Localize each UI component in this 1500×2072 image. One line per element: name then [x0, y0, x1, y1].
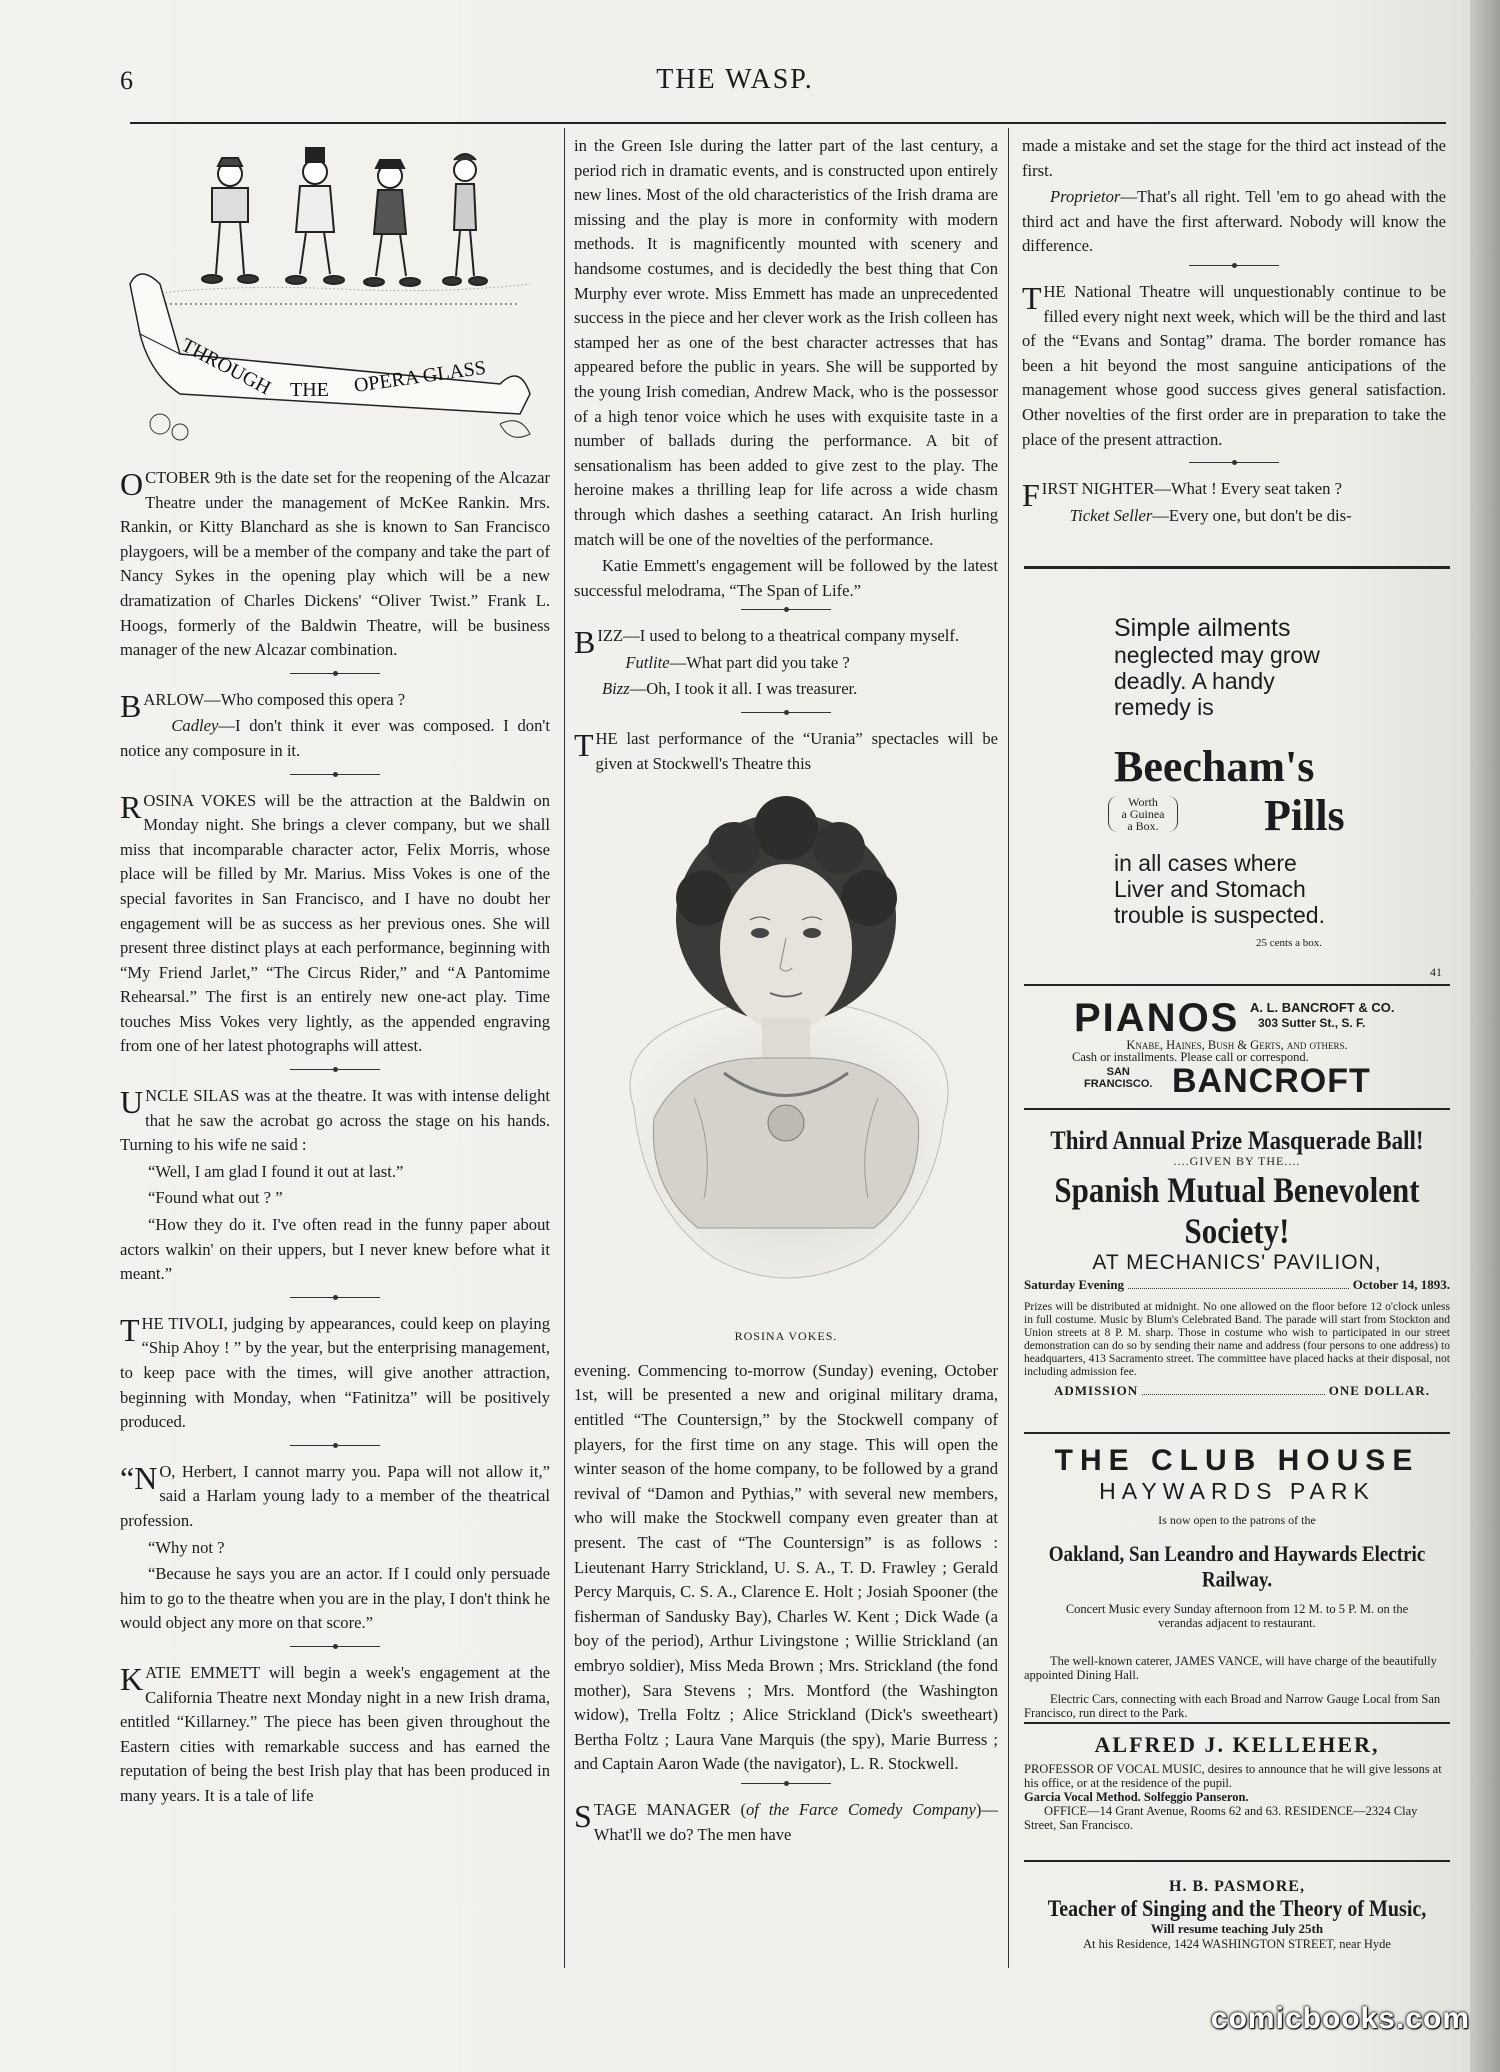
page-edge-shadow [1470, 0, 1500, 2072]
beecham-price: 25 cents a box. [1256, 937, 1322, 949]
pasmore-residence: At his Residence, 1424 WASHINGTON STREET, near Hyde [1083, 1937, 1391, 1951]
kelleher-office: OFFICE—14 Grant Avenue, Rooms 62 and 63. RESIDENCE—2324 Clay Street, San Francisco. [1024, 1804, 1418, 1832]
drop-cap: “N [120, 1459, 158, 1496]
banner-word: THE [290, 379, 329, 401]
masquerade-date [1024, 1277, 1450, 1293]
drop-cap: S [574, 1797, 592, 1834]
comic-figure [286, 148, 344, 284]
beecham-line: remedy is [1114, 694, 1214, 720]
section-separator [741, 712, 831, 713]
drop-cap: T [1022, 279, 1042, 316]
clubhouse-place: HAYWARDS PARK [1099, 1478, 1375, 1504]
portrait-caption: ROSINA VOKES. [734, 1329, 838, 1344]
section-separator [1189, 265, 1279, 266]
city-line: FRANCISCO. [1084, 1078, 1153, 1090]
drop-cap: U [120, 1084, 144, 1121]
section-separator [1189, 462, 1279, 463]
stage-manager-paragraph [574, 1798, 998, 1847]
alcazar-paragraph [120, 466, 550, 663]
drop-cap: F [1022, 477, 1040, 514]
banner-word: OPERA GLASS [352, 356, 488, 397]
pasmore-name: H. B. PASMORE, [1169, 1878, 1305, 1895]
beecham-pills: Pills [1264, 791, 1345, 840]
clubhouse-open: Is now open to the patrons of the [1158, 1513, 1316, 1527]
clubhouse-cars: Electric Cars, connecting with each Broad and Narrow Gauge Local from San Francisco, run direct to the Park. [1024, 1692, 1441, 1720]
beecham-line: Simple ailments [1114, 614, 1291, 642]
section-separator [741, 609, 831, 610]
banner-word: THROUGH [177, 333, 275, 400]
beecham-line: in all cases where [1114, 850, 1297, 876]
section-separator [290, 1069, 380, 1070]
header-rule [130, 122, 1446, 124]
stage-rest: )—What'll we do? The men have [593, 1799, 998, 1844]
worth-a-guinea [1108, 796, 1178, 832]
national-text: HE National Theatre will unquestionably continue to be filled every night next week, which will be the third and last of the “Evans and Sontag” drama. The border romance has been a hit beyond the most sanguine anticipations of the management whose good success gives general satisfaction. Other novelties of the first order are in preparation to take the place of the present attraction. [1022, 281, 1446, 449]
column-2 [574, 134, 998, 1857]
speaker-name: Ticket Seller [1069, 505, 1153, 525]
herbert-paragraph [120, 1460, 550, 1636]
date-label: Saturday Evening [1024, 1277, 1125, 1292]
kelleher-name: ALFRED J. KELLEHER, [1094, 1732, 1380, 1757]
vokes-text: OSINA VOKES will be the attraction at the Baldwin on Monday night. She brings a clever company, but we shall miss that incomparable character actor, Felix Morris, whose place will be filled by Mr. Marius. Miss Vokes is one of the special favorites in San Francisco, and I have no doubt her engagement will be as success as her previous ones. She will present three distinct plays at each performance, beginning with “My Friend Jarlet,” “The Circus Rider,” and “A Pantomime Rehearsal.” The first is an entirely new one-act play. Time touches Miss Vokes very lightly, as the appended engraving from one of her latest photographs will attest. [120, 790, 550, 1056]
bizz-reply: —What part did you take ? [669, 652, 850, 672]
beecham-ad [1024, 569, 1450, 979]
barlow-paragraph [120, 688, 550, 764]
stage-continued: made a mistake and set the stage for the third act instead of the first. [1022, 136, 1446, 180]
barlow-reply: —I don't think it ever was composed. I don't notice any composure in it. [120, 716, 550, 760]
stage-company: of the Farce Comedy Company [745, 1799, 976, 1819]
pasmore-ad [1024, 1860, 1450, 1951]
herbert-text: O, Herbert, I cannot marry you. Papa will not allow it,” said a Harlam young lady to a member of the theatrical profession. [120, 1461, 550, 1530]
drop-cap: T [574, 727, 594, 764]
clubhouse-title: THE CLUB HOUSE [1054, 1444, 1420, 1477]
admission-price: ONE DOLLAR. [1328, 1383, 1430, 1398]
emmett-continued: in the Green Isle during the latter part of the last century, a period rich in dramatic events, and is constructed upon entirely new lines. Most of the old characteristics of the Irish drama are missing and the play is more in conformity with modern methods. It is magnificently mounted with scenery and handsome costumes, and is decidedly the best thing that Con Murphy ever wrote. Miss Emmett has made an unprecedented success in the piece and her clever work as the Irish colleen has stamped her as one of the best character actresses that has appeared before the public in years. She will be supported by the young Irish comedian, Andrew Mack, who is the possessor of a high tenor voice which he uses with exquisite taste in a number of ballads during the performance. A bit of sensationalism has been added to give zest to the play. The heroine makes a thrilling leap for life across a wide chasm through which dashes a seething cataract. An Irish hurling match will be one of the novelties of the performance. [574, 136, 998, 549]
masquerade-notes: Prizes will be distributed at midnight. No one allowed on the floor before 12 o'clock unless in full costume. Music by Blum's Celebrated Band. The parade will start from Stockton and Union streets at 8 P. M. sharp. Those in costume who wish to participated in our street demonstration can do so by sending their name and address (four persons to one address) to headquarters, 413 Sacramento street. The committee have placed hacks at their disposal, not including admission fee. [1024, 1301, 1450, 1378]
stage-lead: TAGE MANAGER ( [593, 1799, 746, 1819]
tivoli-text: HE TIVOLI, judging by appearances, could keep on playing “Ship Ahoy ! ” by the year, but the enterprising management, to keep pace with the times, will give another attraction, beginning with Monday, when “Fatinitza” will be positively produced. [120, 1313, 550, 1432]
beecham-line: deadly. A handy [1114, 668, 1275, 694]
quote-line: “Found what out ? ” [148, 1188, 283, 1208]
beecham-line: Liver and Stomach [1114, 876, 1306, 902]
drop-cap: B [120, 687, 142, 724]
beecham-line: trouble is suspected. [1114, 902, 1325, 928]
masquerade-given: ....GIVEN BY THE.... [1173, 1154, 1301, 1168]
column-1 [120, 134, 550, 1819]
pianos-ad [1024, 984, 1450, 1104]
masquerade-venue: AT MECHANICS' PAVILION, [1092, 1251, 1382, 1274]
masthead-title: THE WASP. [656, 64, 814, 95]
advertisements [1024, 566, 1450, 979]
nighter-line: IRST NIGHTER—What ! Every seat taken ? [1041, 479, 1342, 499]
drop-cap: O [120, 466, 144, 502]
barlow-line: ARLOW—Who composed this opera ? [143, 689, 406, 709]
first-nighter-paragraph [1022, 477, 1446, 528]
pianos-address: 303 Sutter St., S. F. [1258, 1016, 1366, 1030]
drop-cap: B [574, 624, 596, 661]
kelleher-text: PROFESSOR OF VOCAL MUSIC, desires to announce that he will give lessons at his office, or at the residence of the pupil. [1024, 1762, 1442, 1790]
clubhouse-music: Concert Music every Sunday afternoon from 12 M. to 5 P. M. on the verandas adjacent to restaurant. [1065, 1602, 1409, 1630]
silas-text: NCLE SILAS was at the theatre. It was with intense delight that he saw the acrobat go across the stage on his hands. Turning to his wife ne said : [120, 1086, 550, 1155]
pianos-city [1084, 1066, 1152, 1090]
clubhouse-caterer: The well-known caterer, JAMES VANCE, will have charge of the beautifully appointed Dining Hall. [1024, 1654, 1437, 1682]
pianos-terms: Cash or installments. Please call or correspond. [1072, 1050, 1309, 1064]
drop-cap: K [120, 1660, 144, 1697]
masquerade-title: Third Annual Prize Masquerade Ball! [1050, 1126, 1424, 1155]
society-name: Spanish Mutual Benevolent Society! [1054, 1169, 1420, 1252]
section-separator [290, 774, 380, 775]
clubhouse-ad [1024, 1432, 1450, 1720]
kelleher-method: Garcia Vocal Method. Solfeggio Panseron. [1024, 1790, 1249, 1804]
bancroft-name: BANCROFT [1172, 1062, 1371, 1100]
worth-line: Worth [1128, 795, 1158, 809]
emmett-text: ATIE EMMETT will begin a week's engagement at the California Theatre next Monday night in a new Irish drama, entitled “Killarney.” The piece has been given throughout the Eastern cities with remarkable success and has earned the reputation of being the best Irish play that has been produced in many years. It is a tale of life [120, 1662, 550, 1805]
pasmore-resume: Will resume teaching July 25th [1150, 1921, 1324, 1936]
column-divider [1008, 128, 1009, 1968]
comic-figure [202, 158, 258, 283]
emmett-paragraph [120, 1661, 550, 1809]
pianos-heading: PIANOS [1074, 996, 1240, 1040]
section-separator [290, 1445, 380, 1446]
tivoli-paragraph [120, 1312, 550, 1435]
pianos-makers: Knabe, Haines, Bush & Gerts, and others. [1126, 1038, 1348, 1052]
section-separator [290, 1297, 380, 1298]
worth-line: a Guinea [1121, 807, 1165, 821]
kelleher-ad [1024, 1722, 1450, 1832]
speaker-name: Cadley [171, 716, 219, 736]
stockwell-text: evening. Commencing to-morrow (Sunday) evening, October 1st, will be presented a new and original military drama, entitled “The Countersign,” by the Stockwell company of players, for the first time on any stage. This will open the winter season of the home company, to be followed by a grand revival of “Damon and Pythias,” with several new members, who will make the Stockwell company even greater than at present. The cast of “The Countersign” is as follows : Lieutenant Harry Strickland, U. S. A., T. D. Frawley ; Gerald Percy Marquis, C. S. A., Clarence E. Holt ; Josiah Spooner (the fisherman of Sandusky Bay), Charles W. Kent ; Dick Wade (a boy of the period), Arthur Livingstone ; Willie Strickland (an embryo soldier), Miss Meda Brown ; Mrs. Strickland (the fond mother), Sara Stevens ; Mrs. Montford (the Washington widow), Trella Foltz ; Alice Strickland (Dick's sweetheart) Bertha Foltz ; Laura Vane Marquis (the spy), Marie Burress ; and Captain Aaron Wade (the navigator), L. R. Stockwell. [574, 1360, 998, 1774]
bizz-reply: —Oh, I took it all. I was treasurer. [629, 679, 858, 699]
urania-text: HE last performance of the “Urania” spectacles will be given at Stockwell's Theatre this [595, 729, 998, 773]
beecham-code: 41 [1430, 965, 1442, 979]
pianos-firm: A. L. BANCROFT & CO. [1250, 1000, 1395, 1015]
date-value: October 14, 1893. [1352, 1277, 1450, 1292]
quote-line: “How they do it. I've often read in the funny paper about actors walkin' on their uppers, but I never knew before what it meant.” [120, 1215, 550, 1284]
speaker-name: Proprietor [1050, 187, 1121, 207]
bizz-paragraph [574, 624, 998, 702]
national-paragraph [1022, 280, 1446, 452]
speaker-name: Bizz [602, 679, 630, 699]
quote-line: “Because he says you are an actor. If I could only persuade him to go to the theatre when you are in the play, I don't think he would object any more on that score.” [120, 1564, 550, 1633]
drop-cap: T [120, 1311, 140, 1348]
column-divider [564, 128, 565, 1968]
section-separator [741, 1783, 831, 1784]
city-line: SAN [1106, 1066, 1130, 1078]
masquerade-ad [1024, 1108, 1450, 1399]
page-number: 6 [120, 66, 133, 95]
beecham-brand: Beecham's [1114, 742, 1315, 791]
rosina-vokes-portrait [574, 788, 998, 1318]
admission-label: ADMISSION [1054, 1383, 1139, 1398]
vokes-paragraph [120, 789, 550, 1060]
proprietor-text: —That's all right. Tell 'em to go ahead with the third act and have the first afterward. Nobody will know the difference. [1022, 187, 1446, 256]
opera-glass-illustration [120, 134, 550, 454]
alcazar-text: CTOBER 9th is the date set for the reopening of the Alcazar Theatre under the management of McKee Rankin. Mrs. Rankin, or Kitty Blanchard as she is known to San Francisco playgoers, will be a member of the company and take the part of Nancy Sykes in the opening play which will be a new dramatization of Charles Dickens' “Oliver Twist.” Frank L. Hoogs, formerly of the Baldwin Theatre, will be business manager of the new Alcazar combination. [120, 468, 550, 660]
comic-figure [443, 154, 487, 285]
admission-line [1024, 1383, 1450, 1399]
silas-paragraph [120, 1084, 550, 1287]
quote-line: “Well, I am glad I found it out at last.” [148, 1161, 404, 1181]
pasmore-title: Teacher of Singing and the Theory of Music, [1047, 1896, 1427, 1922]
bizz-line: IZZ—I used to belong to a theatrical company myself. [597, 626, 960, 646]
speaker-name: Futlite [625, 652, 670, 672]
nighter-reply: —Every one, but don't be dis- [1152, 505, 1352, 525]
column-3 [1022, 134, 1446, 538]
comic-figure [364, 160, 420, 286]
quote-line: “Why not ? [148, 1537, 225, 1557]
section-separator [290, 673, 380, 674]
railway-name: Oakland, San Leandro and Haywards Electric Railway. [1048, 1542, 1426, 1593]
worth-line: a Box. [1127, 819, 1159, 833]
emmett-follow: Katie Emmett's engagement will be followed by the latest successful melodrama, “The Span of Life.” [574, 556, 998, 600]
watermark: comicbooks.com [1210, 2002, 1470, 2035]
drop-cap: R [120, 788, 142, 825]
section-separator [290, 1646, 380, 1647]
beecham-line: neglected may grow [1114, 642, 1320, 668]
urania-paragraph [574, 727, 998, 776]
